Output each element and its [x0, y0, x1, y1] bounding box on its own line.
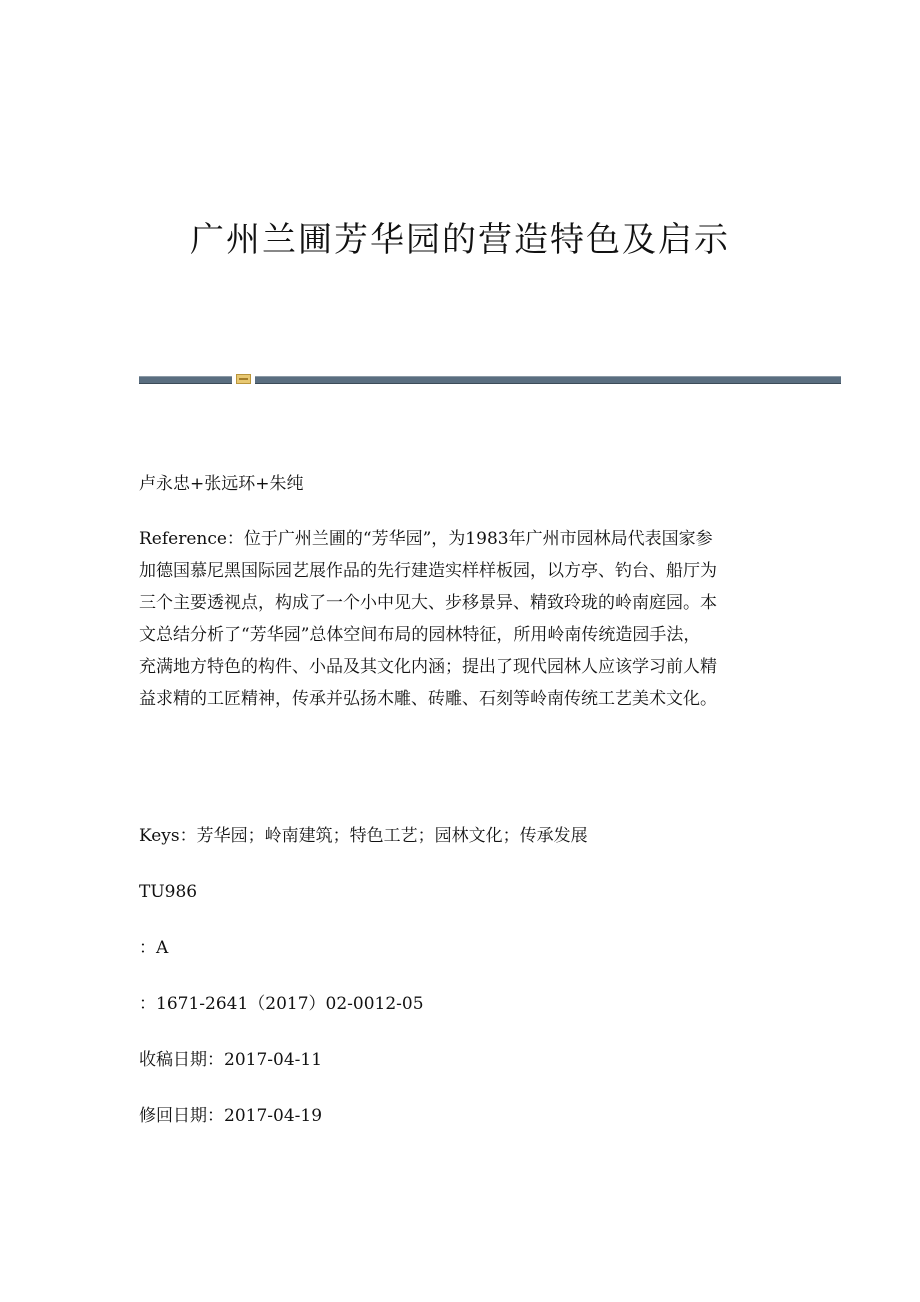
- revised-date: 修回日期：2017-04-19: [139, 1106, 323, 1126]
- received-date: 收稿日期：2017-04-11: [139, 1050, 323, 1070]
- divider-bar-right: [255, 376, 841, 384]
- paper-title: 广州兰圃芳华园的营造特色及启示: [190, 220, 730, 260]
- keywords: Keys：芳华园；岭南建筑；特色工艺；园林文化；传承发展: [139, 826, 588, 846]
- classification-number: TU986: [139, 882, 198, 902]
- document-code: ：A: [139, 938, 169, 958]
- abstract-line: 加德国慕尼黑国际园艺展作品的先行建造实样样板园，以方亭、钓台、船厅为: [139, 561, 717, 581]
- abstract-line: 三个主要透视点，构成了一个小中见大、步移景异、精致玲珑的岭南庭园。本: [139, 593, 717, 613]
- title-divider: [139, 374, 841, 384]
- abstract-line: Reference：位于广州兰圃的“芳华园”，为1983年广州市园林局代表国家参: [139, 529, 713, 549]
- abstract-line: 文总结分析了“芳华园”总体空间布局的园林特征，所用岭南传统造园手法，: [139, 625, 701, 645]
- authors: 卢永忠+张远环+朱纯: [139, 474, 304, 494]
- divider-bar-left: [139, 376, 232, 384]
- abstract-line: 益求精的工匠精神，传承并弘扬木雕、砖雕、石刻等岭南传统工艺美术文化。: [139, 689, 717, 709]
- abstract: [139, 523, 717, 715]
- article-id: ：1671-2641（2017）02-0012-05: [139, 994, 424, 1014]
- divider-ornament-icon: [236, 374, 251, 384]
- abstract-line: 充满地方特色的构件、小品及其文化内涵；提出了现代园林人应该学习前人精: [139, 657, 717, 677]
